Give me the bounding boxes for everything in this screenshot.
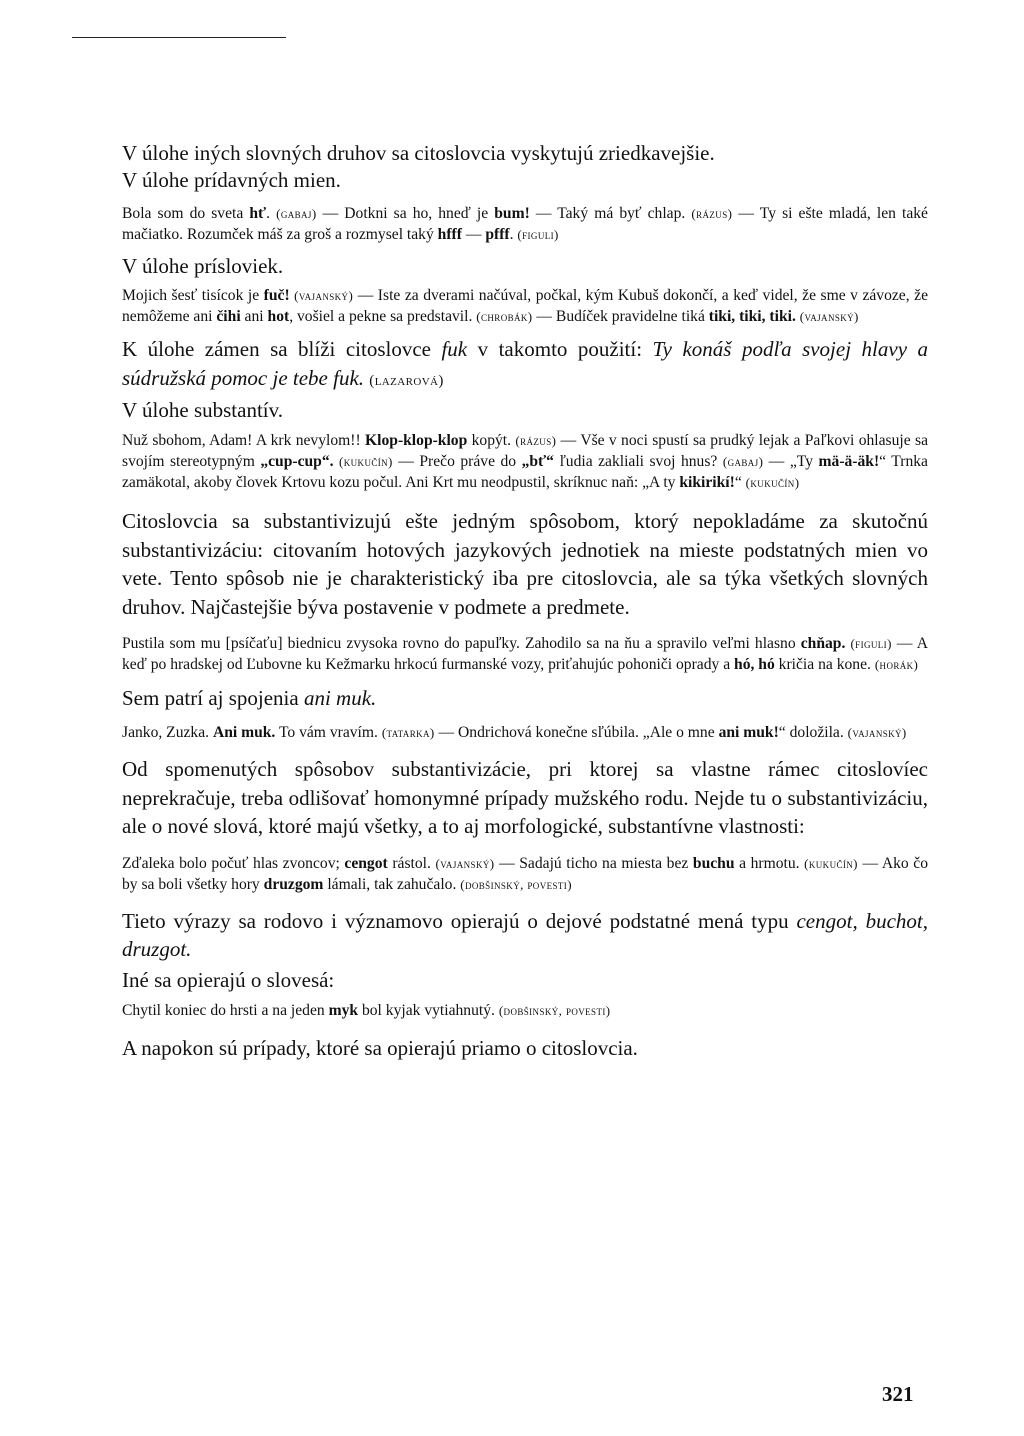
paragraph-verbs: Iné sa opierajú o slovesá:: [122, 967, 335, 992]
heading-other-word-classes: V úlohe iných slovných druhov sa citoslovcia vyskytujú zriedkavejšie.: [122, 141, 715, 165]
paragraph-ani-muk: Sem patrí aj spojenia ani muk.: [122, 686, 377, 710]
page-number: 321: [882, 1382, 914, 1406]
example-adverbs: Mojich šesť tisícok je fuč! (vajanský) — Iste za dverami načúval, počkal, kým Kubuš dokončí, a keď videl, že sme v závoze, že nemôžeme ani čihi ani hot, vošiel a pekne sa predstavil. (chrobák) — Budíček pravidelne tiká tiki, tiki, tiki. (vajanský): [122, 287, 928, 325]
page-body: [122, 140, 928, 1062]
example-masculine-nouns: Zďaleka bolo počuť hlas zvoncov; cengot rástol. (vajanský) — Sadajú ticho na miesta bez buchu a hrmotu. (kukučín) — Ako čo by sa boli všetky hory druzgom lámali, tak zahučalo. (dobšinský, povesti): [122, 854, 928, 893]
paragraph-homonyms: Od spomenutých spôsobov substantivizácie, pri ktorej sa vlastne rámec citoslovíec neprekračuje, treba odlišovať homonymné prípady mužského rodu. Nejde tu o substantivizáciu, ale o nové slová, ktoré majú všetky, a to aj morfologické, substantívne vlastnosti:: [122, 757, 928, 838]
example-verbs: Chytil koniec do hrsti a na jeden myk bol kyjak vytiahnutý. (dobšinský, povesti): [122, 1001, 611, 1019]
paragraph-final: A napokon sú prípady, ktoré sa opierajú priamo o citoslovcia.: [122, 1035, 638, 1060]
footnote-rule: [72, 37, 286, 38]
paragraph-citation-substantivization: Citoslovcia sa substantivizujú ešte jedným spôsobom, ktorý nepokladáme za skutočnú substantivizáciu: citovaním hotových jazykových jednotiek na mieste podstatných mien vo vete. Tento spôsob nie je charakteristický iba pre citoslovcia, ale sa týka všetkých slovných druhov. Najčastejšie býva postavenie v podmete a predmete.: [122, 509, 928, 619]
paragraph-verbal-nouns: Tieto výrazy sa rodovo i významovo opierajú o dejové podstatné mená typu cengot, buchot, druzgot.: [122, 908, 928, 961]
heading-substantives: V úlohe substantív.: [122, 398, 283, 422]
example-adjectives: Bola som do sveta hť. (gabaj) — Dotkni sa ho, hneď je bum! — Taký má byť chlap. (rázus) — Ty si ešte mladá, len také mačiatko. Rozumček máš za groš a rozmysel taký hfff — pfff. (figuli): [122, 205, 928, 243]
example-substantives: Nuž sbohom, Adam! A krk nevylom!! Klop-klop-klop kopýt. (rázus) — Vše v noci spustí sa prudký lejak a Paľkovi ohlasuje sa svojím stereotypným „cup-cup“. (kukučín) — Prečo práve do „bť“ ľudia zakliali svoj hnus? (gabaj) — „Ty mä-ä-äk!“ Trnka zamäkotal, akoby človek Krtovu kozu počul. Ani Krt mu neodpustil, skríknuc naň: „A ty kikirikí!“ (kukučín): [122, 432, 928, 491]
paragraph-pronouns: K úlohe zámen sa blíži citoslovce fuk v takomto použití: Ty konáš podľa svojej hlavy a súdružská pomoc je tebe fuk. (lazarová): [122, 337, 928, 390]
example-citation: Pustila som mu [psíčaťu] biednicu zvysoka rovno do papuľky. Zahodilo sa na ňu a spravilo veľmi hlasno chňap. (figuli) — A keď po hradskej od Ľubovne ku Kežmarku hrkocú furmanské vozy, priťahujúc pohoniči oprady a hó, hó kričia na kone. (horák): [122, 635, 928, 673]
heading-adverbs: V úlohe prísloviek.: [122, 254, 284, 278]
example-ani-muk: Janko, Zuzka. Ani muk. To vám vravím. (tatarka) — Ondrichová konečne sľúbila. „Ale o mne ani muk!“ doložila. (vajanský): [122, 724, 907, 741]
heading-adjectives: V úlohe prídavných mien.: [122, 168, 341, 192]
